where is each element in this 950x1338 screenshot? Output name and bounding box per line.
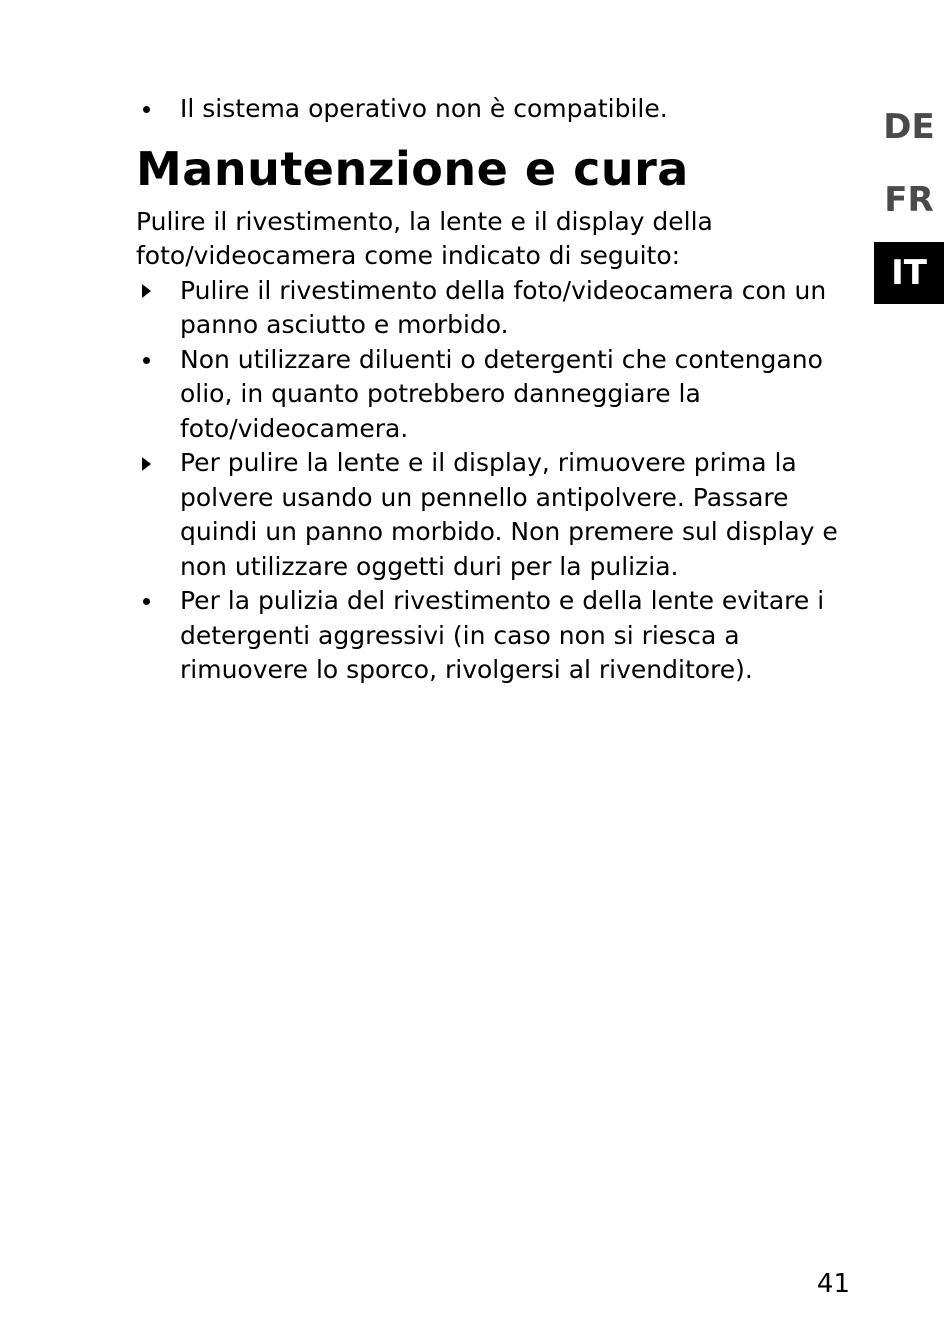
list-item [136, 584, 856, 688]
list-item [136, 446, 856, 584]
list-item-text: Non utilizzare diluenti o detergenti che contengano olio, in quanto potrebbero danneggiare la foto/videocamera. [180, 344, 823, 443]
page-content [136, 92, 856, 688]
language-tabs [874, 96, 944, 315]
language-tab-it[interactable]: IT [874, 242, 944, 304]
language-tab-fr[interactable]: FR [884, 180, 934, 220]
language-tab-de[interactable]: DE [883, 107, 935, 147]
bullet-icon [136, 584, 156, 619]
arrow-bullet-icon [136, 274, 156, 309]
bullet-icon [136, 92, 156, 127]
arrow-bullet-icon [136, 446, 156, 481]
list-item-text: Pulire il rivestimento della foto/videocamera con un panno asciutto e morbido. [180, 275, 827, 339]
list-item-text: Per la pulizia del rivestimento e della lente evitare i detergenti aggressivi (in caso non si riesca a rimuovere lo sporco, rivolgersi al rivenditore). [180, 586, 825, 684]
list-item [136, 343, 856, 447]
section-intro: Pulire il rivestimento, la lente e il display della foto/videocamera come indicato di seguito: [136, 206, 713, 270]
section-title: Manutenzione e cura [136, 141, 689, 196]
list-item-text: Il sistema operativo non è compatibile. [180, 94, 668, 123]
page-number: 41 [816, 1269, 850, 1299]
bullet-icon [136, 343, 156, 378]
list-item [136, 274, 856, 343]
list-item-os-incompatible [136, 92, 856, 127]
list-item-text: Per pulire la lente e il display, rimuovere prima la polvere usando un pennello antipolvere. Passare quindi un panno morbido. Non premere sul display e non utilizzare oggetti duri per la pulizia. [180, 448, 838, 581]
